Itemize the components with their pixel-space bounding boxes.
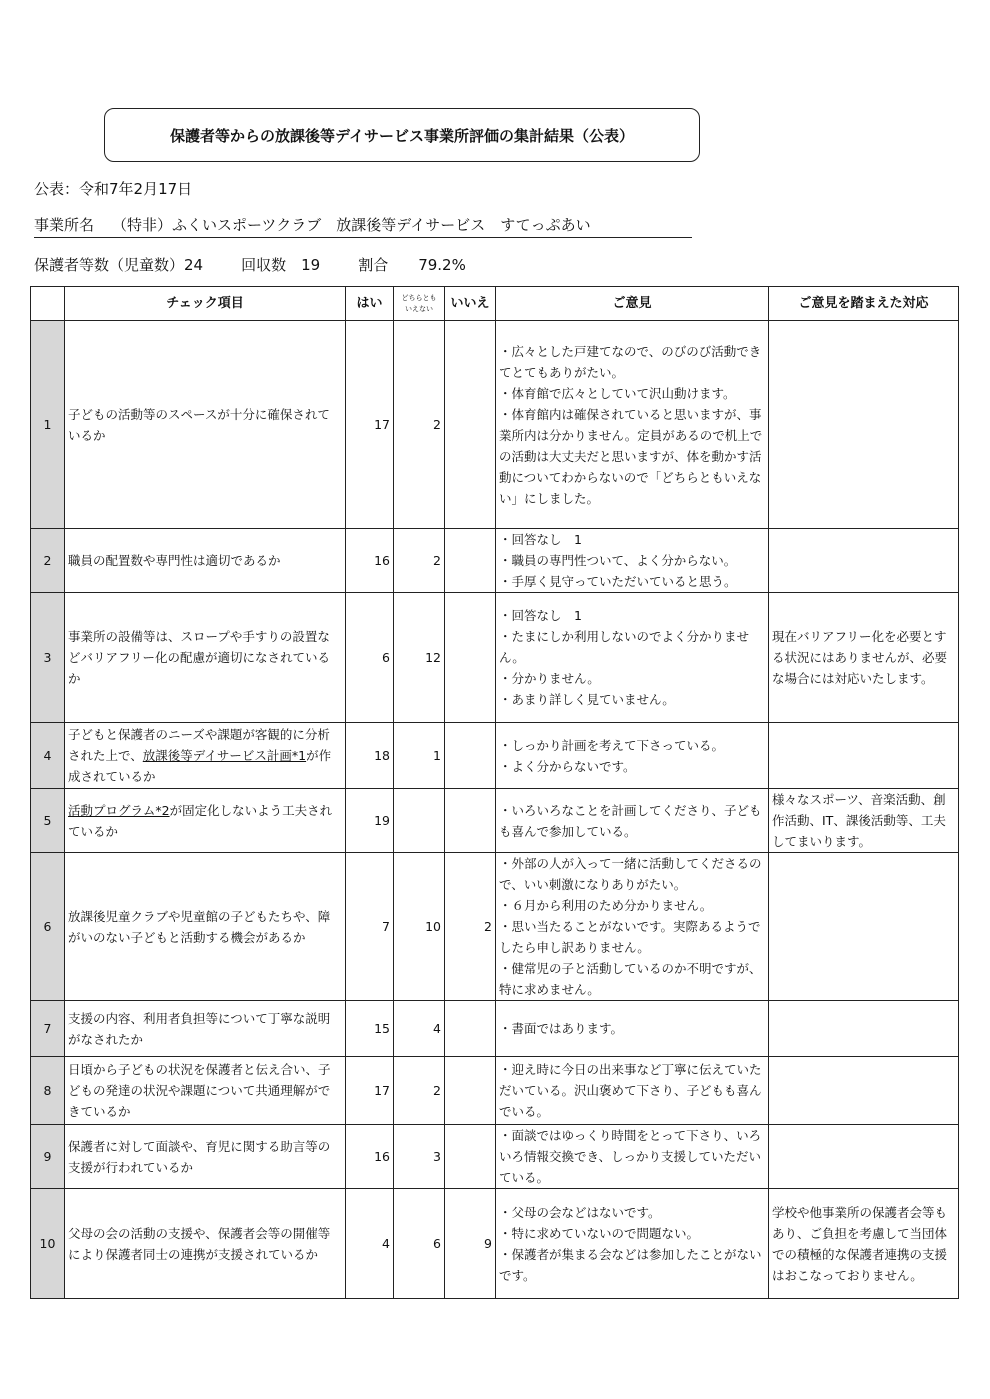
check-item-text: 放課後児童クラブや児童館の子どもたちや、障がいのない子どもと活動する機会があるか [68,908,331,945]
document-title: 保護者等からの放課後等デイサービス事業所評価の集計結果（公表） [104,108,700,162]
response-cell [769,853,959,1001]
count-neither: 6 [394,1189,445,1299]
check-item-term: 活動プログラム*2 [68,802,170,818]
check-item-text: 保護者に対して面談や、育児に関する助言等の支援が行われているか [68,1138,331,1175]
opinion-cell [496,789,769,853]
row-number: 4 [31,723,65,789]
row-number: 8 [31,1057,65,1125]
response-cell [769,1057,959,1125]
opinion-item: ・よく分からないです。 [499,758,636,774]
count-neither: 3 [394,1125,445,1189]
count-no: 2 [445,853,496,1001]
response-text: 学校や他事業所の保護者会等もあり、ご負担を考慮して当団体での積極的な保護者連携の支援はおこなっておりません。 [772,1204,948,1283]
row-number: 2 [31,529,65,593]
row-number: 10 [31,1189,65,1299]
count-yes: 17 [346,321,394,529]
check-item [65,1001,346,1057]
check-item-text: が固定化しないよう工夫されているか [68,802,333,839]
check-item [65,1189,346,1299]
header-no: いいえ [445,287,496,321]
count-yes: 19 [346,789,394,853]
opinion-item: ・職員の専門性ついて、よく分からない。 [499,553,737,568]
count-no [445,1125,496,1189]
response-cell [769,1001,959,1057]
opinion-cell [496,529,769,593]
check-item [65,593,346,723]
response-cell [769,593,959,723]
opinion-cell [496,593,769,723]
table-row [31,529,959,593]
check-item-text: 職員の配置数や専門性は適切であるか [68,553,281,568]
facility-line [34,214,692,238]
count-no [445,723,496,789]
opinion-cell [496,1125,769,1189]
facility-label: 事業所名 [34,216,95,234]
response-cell [769,1189,959,1299]
check-item [65,853,346,1001]
check-item-term: 放課後等デイサービス計画*1 [142,748,307,763]
header-number [31,287,65,321]
table-row [31,789,959,853]
table-row [31,1057,959,1125]
opinion-item: ・手厚く見守っていただいていると思う。 [499,574,737,589]
count-no [445,789,496,853]
count-neither: 2 [394,321,445,529]
evaluation-table [30,286,959,1299]
table-header-row [31,287,959,321]
opinion-item: ・あまり詳しく見ていません。 [499,692,675,707]
count-neither: 2 [394,529,445,593]
check-item [65,1057,346,1125]
row-number: 5 [31,789,65,853]
table-row [31,1125,959,1189]
opinion-cell [496,1189,769,1299]
opinion-item: ・回答なし 1 [499,532,582,547]
check-item-text: 事業所の設備等は、スロープや手すりの設置などバリアフリー化の配慮が適切になされているか [68,629,331,686]
opinion-item: ・広々とした戸建てなので、のびのび活動できてとてもありがたい。 [499,343,762,380]
count-no [445,1057,496,1125]
check-item-text: 支援の内容、利用者負担等について丁寧な説明がなされたか [68,1010,331,1047]
count-neither: 4 [394,1001,445,1057]
table-row [31,593,959,723]
response-text: 現在バリアフリー化を必要とする状況にはありませんが、必要な場合には対応いたします。 [772,629,948,686]
publication-date: 公表：令和7年2月17日 [34,180,193,198]
response-cell [769,529,959,593]
check-item [65,723,346,789]
table-row [31,853,959,1001]
table-row [31,1001,959,1057]
guardian-count: 保護者等数（児童数）24 [34,256,204,274]
row-number: 7 [31,1001,65,1057]
response-counts [34,254,466,275]
count-no: 9 [445,1189,496,1299]
count-yes: 6 [346,593,394,723]
check-item [65,1125,346,1189]
opinion-item: ・父母の会などはないです。 [499,1204,661,1220]
row-number: 9 [31,1125,65,1189]
facility-name: （特非）ふくいスポーツクラブ 放課後等デイサービス すてっぷあい [112,216,591,234]
count-no [445,593,496,723]
count-yes: 15 [346,1001,394,1057]
count-no [445,529,496,593]
opinion-item: ・書面ではあります。 [499,1021,624,1036]
opinion-item: ・健常児の子と活動しているのか不明ですが、特に求めません。 [499,961,762,997]
count-neither [394,789,445,853]
table-row [31,321,959,529]
collection-ratio: 割合 79.2% [358,256,466,274]
check-item-text: が作成されているか [68,748,332,784]
opinion-item: ・回答なし 1 [499,608,582,623]
opinion-cell [496,321,769,529]
count-no [445,321,496,529]
count-yes: 16 [346,529,394,593]
opinion-item: ・迎え時に今日の出来事など丁寧に伝えていただいている。沢山褒めて下さり、子どもも喜んでいる。 [499,1062,762,1119]
opinion-cell [496,723,769,789]
row-number: 6 [31,853,65,1001]
count-neither: 1 [394,723,445,789]
check-item-text: 子どもの活動等のスペースが十分に確保されているか [68,406,330,443]
opinion-item: ・体育館内は確保されていると思いますが、事業所内は分かりません。定員があるので机上での活動は大丈夫だと思いますが、体を動かす活動についてわからないので「どちらともいえない」にしました。 [499,406,763,506]
header-neither: どちらとも いえない [394,287,445,321]
count-yes: 16 [346,1125,394,1189]
header-check-item: チェック項目 [65,287,346,321]
opinion-cell [496,1001,769,1057]
check-item [65,321,346,529]
response-text: 様々なスポーツ、音楽活動、創作活動、IT、課後活動等、工夫してまいります。 [772,792,946,849]
check-item-text: 父母の会の活動の支援や、保護者会等の開催等により保護者同士の連携が支援されているか [68,1225,331,1262]
opinion-cell [496,853,769,1001]
opinion-item: ・６月から利用のため分かりません。 [499,898,713,913]
header-response: ご意見を踏まえた対応 [769,287,959,321]
header-yes: はい [346,287,394,321]
row-number: 1 [31,321,65,529]
count-yes: 17 [346,1057,394,1125]
header-opinion: ご意見 [496,287,769,321]
opinion-item: ・特に求めていないので問題ない。 [499,1225,700,1241]
response-cell [769,789,959,853]
check-item [65,789,346,853]
table-row [31,1189,959,1299]
opinion-item: ・いろいろなことを計画してくださり、子どもも喜んで参加している。 [499,802,762,839]
response-cell [769,723,959,789]
check-item-text: 子どもと保護者のニーズや課題が客観的に分析された上で、 [68,727,330,763]
count-yes: 7 [346,853,394,1001]
row-number: 3 [31,593,65,723]
response-cell [769,321,959,529]
opinion-item: ・しっかり計画を考えて下さっている。 [499,737,725,753]
opinion-item: ・保護者が集まる会などは参加したことがないです。 [499,1246,762,1283]
count-no [445,1001,496,1057]
opinion-cell [496,1057,769,1125]
opinion-item: ・体育館で広々としていて沢山動けます。 [499,385,736,401]
count-yes: 4 [346,1189,394,1299]
check-item [65,529,346,593]
opinion-item: ・分かりません。 [499,671,600,686]
count-neither: 12 [394,593,445,723]
count-yes: 18 [346,723,394,789]
response-cell [769,1125,959,1189]
count-neither: 10 [394,853,445,1001]
check-item-text: 日頃から子どもの状況を保護者と伝え合い、子どもの発達の状況や課題について共通理解ができているか [68,1062,331,1119]
count-neither: 2 [394,1057,445,1125]
opinion-item: ・面談ではゆっくり時間をとって下さり、いろいろ情報交換でき、しっかり支援していただいている。 [499,1128,762,1185]
opinion-item: ・外部の人が入って一緒に活動してくださるので、いい刺激になりありがたい。 [499,856,762,892]
opinion-item: ・たまにしか利用しないのでよく分かりません。 [499,629,750,665]
table-row [31,723,959,789]
opinion-item: ・思い当たることがないです。実際あるようでしたら申し訳ありません。 [499,919,761,955]
collected-count: 回収数 19 [241,256,321,274]
